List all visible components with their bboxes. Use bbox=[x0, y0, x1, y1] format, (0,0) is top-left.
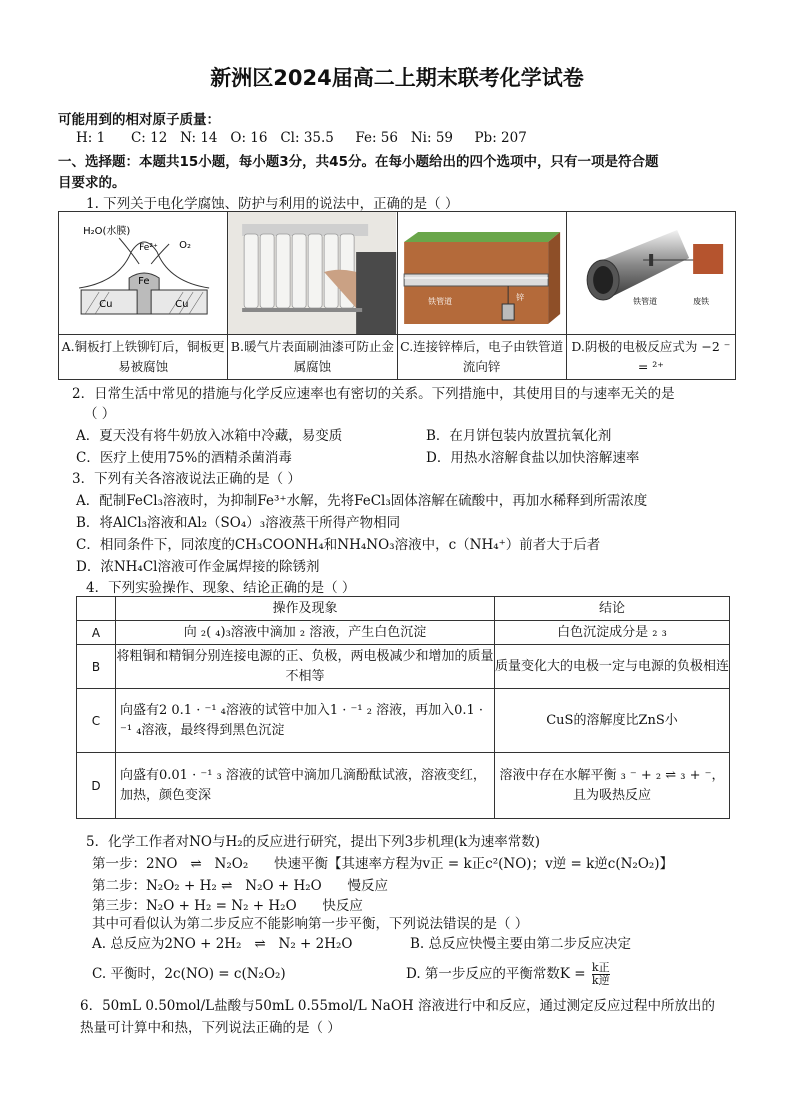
q5-question: 其中可看似认为第二步反应不能影响第一步平衡，下列说法错误的是（ ） bbox=[92, 916, 529, 932]
q6-line1: 6．50mL 0.50mol/L盐酸与50mL 0.55mol/L NaOH 溶液进行中和反应，通过测定反应过程中所放出的 bbox=[80, 998, 715, 1014]
q2-option-b: B．在月饼包装内放置抗氧化剂 bbox=[426, 428, 612, 444]
q1-figure-a bbox=[59, 212, 228, 335]
q1-option-a: A.铜板打上铁铆钉后，铜板更易被腐蚀 bbox=[59, 335, 228, 380]
q3-option-c: C．相同条件下，同浓度的CH₃COONH₄和NH₄NO₃溶液中，c（NH₄⁺）前者大于后者 bbox=[76, 537, 601, 553]
q4-row-d-conclusion: 溶液中存在水解平衡 ₃ ⁻ + ₂ ⇌ ₃ + ⁻，且为吸热反应 bbox=[495, 753, 730, 819]
q5-option-c: C. 平衡时，2c(NO) = c(N₂O₂) bbox=[92, 966, 286, 982]
q5-stem: 5．化学工作者对NO与H₂的反应进行研究，提出下列3步机理(k为速率常数) bbox=[86, 834, 540, 850]
q3-stem: 3．下列有关各溶液说法正确的是（ ） bbox=[72, 471, 301, 487]
q1-figure-table bbox=[58, 211, 736, 380]
q1-figure-d bbox=[566, 212, 735, 335]
section1-heading-cont: 目要求的。 bbox=[58, 175, 126, 191]
page-title: 新洲区2024届高二上期末联考化学试卷 bbox=[210, 66, 584, 90]
q1-figure-c bbox=[397, 212, 566, 335]
q4-row-b-conclusion: 质量变化大的电极一定与电源的负极相连 bbox=[495, 645, 730, 689]
atomic-masses-label: 可能用到的相对原子质量： bbox=[58, 112, 220, 128]
q5-option-a: A. 总反应为2NO + 2H₂ ⇌ N₂ + 2H₂O bbox=[92, 936, 353, 952]
q3-option-b: B．将AlCl₃溶液和Al₂（SO₄）₃溶液蒸干所得产物相同 bbox=[76, 515, 401, 531]
q3-option-d: D．浓NH₄Cl溶液可作金属焊接的除锈剂 bbox=[76, 559, 320, 575]
q1-stem: 1. 下列关于电化学腐蚀、防护与利用的说法中，正确的是（ ） bbox=[86, 196, 459, 212]
label-o2: O₂ bbox=[179, 240, 192, 251]
label-iron-pipe: 铁管道 bbox=[427, 297, 452, 306]
label-cu-right: Cu bbox=[175, 299, 189, 310]
q4-row-c-conclusion: CuS的溶解度比ZnS小 bbox=[495, 689, 730, 753]
q4-row-c-operation: 向盛有2 0.1 · ⁻¹ ₄溶液的试管中加入1 · ⁻¹ ₂ 溶液，再加入0.1 · ⁻¹ ₄溶液，最终得到黑色沉淀 bbox=[116, 689, 495, 753]
q4-row-b-label: B bbox=[77, 645, 116, 689]
label-zinc: 锌 bbox=[515, 293, 524, 302]
label-cu-left: Cu bbox=[99, 299, 113, 310]
q5-step2: 第二步：N₂O₂ + H₂ ⇌ N₂O + H₂O 慢反应 bbox=[92, 878, 388, 894]
q5-option-d bbox=[406, 962, 610, 987]
q4-header-blank bbox=[77, 597, 116, 621]
q6-line2: 热量可计算中和热，下列说法正确的是（ ） bbox=[80, 1020, 341, 1036]
q4-header-operation: 操作及现象 bbox=[116, 597, 495, 621]
q1-figure-b bbox=[228, 212, 397, 335]
q5-fraction-denominator: k逆 bbox=[591, 974, 610, 987]
q4-row-d-label: D bbox=[77, 753, 116, 819]
q2-option-d: D．用热水溶解食盐以加快溶解速率 bbox=[426, 450, 640, 466]
q2-option-a: A．夏天没有将牛奶放入冰箱中冷藏，易变质 bbox=[76, 428, 343, 444]
q4-row-a-operation: 向 ₂( ₄)₃溶液中滴加 ₂ 溶液，产生白色沉淀 bbox=[116, 621, 495, 645]
radiator-painting-photo bbox=[228, 212, 396, 334]
zinc-pipe-diagram bbox=[398, 212, 566, 334]
q5-option-d-fraction bbox=[592, 962, 610, 987]
label-water-film: H₂O(水膜) bbox=[83, 226, 131, 237]
q4-row-c-label: C bbox=[77, 689, 116, 753]
q2-paren: （ ） bbox=[84, 406, 116, 422]
q1-option-d: D.阴极的电极反应式为 −2 ⁻ = ²⁺ bbox=[566, 335, 735, 380]
q5-option-d-text: D. 第一步反应的平衡常数K = bbox=[406, 966, 586, 982]
q1-option-b: B.暖气片表面刷油漆可防止金属腐蚀 bbox=[228, 335, 397, 380]
atomic-masses: H: 1 C: 12 N: 14 O: 16 Cl: 35.5 Fe: 56 Ni: 59 Pb: 207 bbox=[76, 130, 527, 146]
label-fe: Fe bbox=[138, 276, 150, 287]
q5-option-b: B. 总反应快慢主要由第二步反应决定 bbox=[410, 936, 632, 952]
q5-fraction-numerator: k正 bbox=[591, 961, 610, 974]
q4-row-a-label: A bbox=[77, 621, 116, 645]
q2-stem: 2．日常生活中常见的措施与化学反应速率也有密切的关系。下列措施中，其使用目的与速率无关的是 bbox=[72, 386, 675, 402]
q4-row-a-conclusion: 白色沉淀成分是 ₂ ₃ bbox=[495, 621, 730, 645]
q2-option-c: C．医疗上使用75%的酒精杀菌消毒 bbox=[76, 450, 292, 466]
section1-heading: 一、选择题：本题共15小题，每小题3分，共45分。在每小题给出的四个选项中，只有一项是符合题 bbox=[58, 154, 659, 170]
q4-header-conclusion: 结论 bbox=[495, 597, 730, 621]
q4-row-d-operation: 向盛有0.01 · ⁻¹ ₃ 溶液的试管中滴加几滴酚酞试液，溶液变红，加热，颜色变深 bbox=[116, 753, 495, 819]
q4-table bbox=[76, 596, 730, 819]
label-scrap-iron: 废铁 bbox=[692, 297, 709, 306]
q5-step1: 第一步：2NO ⇌ N₂O₂ 快速平衡【其速率方程为v正 = k正c²(NO)；v逆 = k逆c(N₂O₂)】 bbox=[92, 856, 674, 872]
label-iron-pipe-2: 铁管道 bbox=[632, 297, 657, 306]
rivet-corrosion-diagram bbox=[59, 212, 227, 334]
q4-row-b-operation: 将粗铜和精铜分别连接电源的正、负极，两电极减少和增加的质量不相等 bbox=[116, 645, 495, 689]
label-fe2: Fe²⁺ bbox=[139, 243, 158, 253]
q5-step3: 第三步：N₂O + H₂ = N₂ + H₂O 快反应 bbox=[92, 898, 363, 914]
q3-option-a: A．配制FeCl₃溶液时，为抑制Fe³⁺水解，先将FeCl₃固体溶解在硫酸中，再加水稀释到所需浓度 bbox=[76, 493, 648, 509]
q4-stem: 4．下列实验操作、现象、结论正确的是（ ） bbox=[86, 580, 356, 596]
cathode-protection-diagram bbox=[567, 212, 735, 334]
q1-option-c: C.连接锌棒后，电子由铁管道流向锌 bbox=[397, 335, 566, 380]
